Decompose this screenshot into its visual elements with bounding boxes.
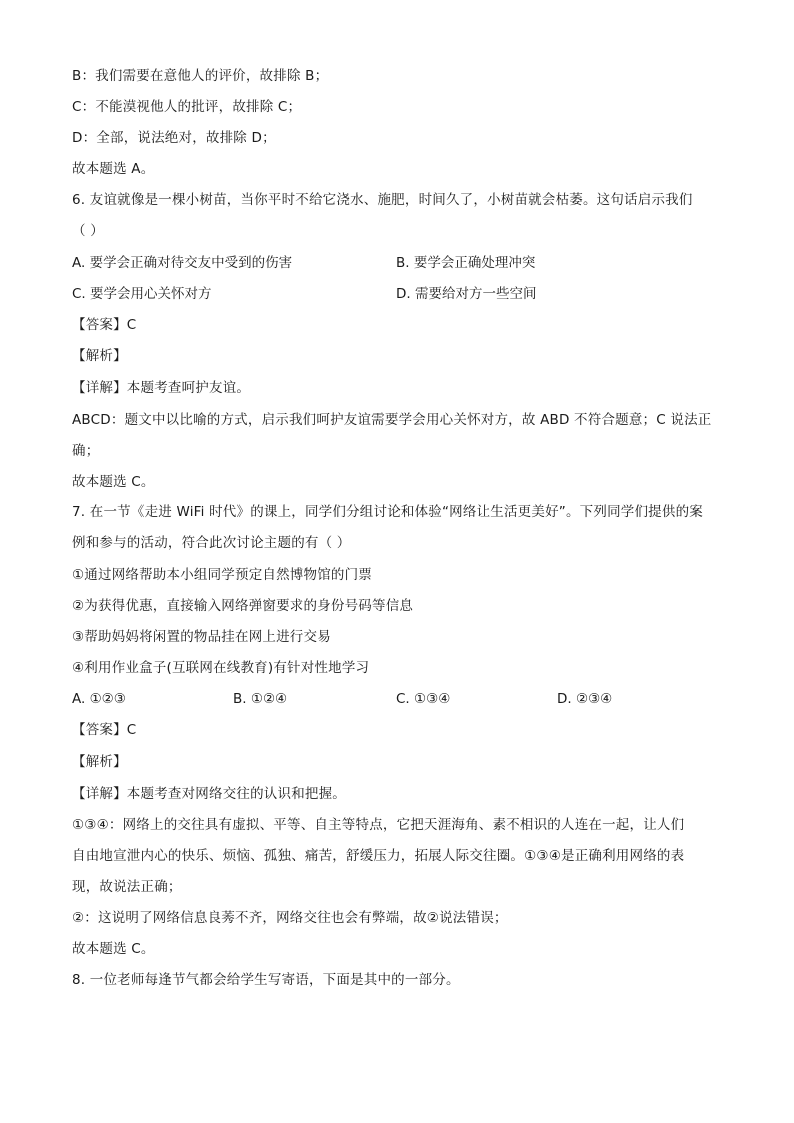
q7-explanation-line3: 现，故说法正确； — [72, 879, 182, 895]
q6-stem-line2: （ ） — [72, 223, 104, 239]
q6-answer: 【答案】C — [72, 317, 137, 333]
q7-option-b: B. ①②④ — [233, 691, 288, 707]
q6-option-b: B. 要学会正确处理冲突 — [396, 255, 536, 271]
q7-analysis-label: 【解析】 — [72, 754, 127, 770]
q7-item-1: ①通过网络帮助本小组同学预定自然博物馆的门票 — [72, 567, 373, 583]
q7-explanation-line1: ①③④：网络上的交往具有虚拟、平等、自主等特点，它把天涯海角、素不相识的人连在一起，让人们 — [72, 817, 685, 833]
q7-answer: 【答案】C — [72, 722, 137, 738]
q7-option-a: A. ①②③ — [72, 691, 126, 707]
q7-detail: 【详解】本题考查对网络交往的认识和把握。 — [72, 786, 346, 802]
q6-detail: 【详解】本题考查呵护友谊。 — [72, 380, 251, 396]
q6-analysis-label: 【解析】 — [72, 348, 127, 364]
q6-option-d: D. 需要给对方一些空间 — [396, 286, 537, 302]
q5-option-d-analysis: D：全部，说法绝对，故排除 D； — [72, 130, 276, 146]
q7-stem-line2: 例和参与的活动，符合此次讨论主题的有（ ） — [72, 535, 351, 551]
q6-option-c: C. 要学会用心关怀对方 — [72, 286, 212, 302]
q7-option-d: D. ②③④ — [557, 691, 613, 707]
q6-stem-line1: 6. 友谊就像是一棵小树苗，当你平时不给它浇水、施肥，时间久了，小树苗就会枯萎。这句话启示我们 — [72, 192, 693, 208]
q7-item-4: ④利用作业盒子(互联网在线教育)有针对性地学习 — [72, 660, 370, 676]
q5-option-c-analysis: C：不能漠视他人的批评，故排除 C； — [72, 99, 302, 115]
q7-item-2: ②为获得优惠，直接输入网络弹窗要求的身份号码等信息 — [72, 598, 414, 614]
q7-conclusion: 故本题选 C。 — [72, 941, 155, 957]
q5-conclusion: 故本题选 A。 — [72, 161, 155, 177]
q6-conclusion: 故本题选 C。 — [72, 474, 155, 490]
q7-explanation-line2: 自由地宣泄内心的快乐、烦恼、孤独、痛苦，舒缓压力，拓展人际交往圈。①③④是正确利用网络的表 — [72, 848, 685, 864]
q7-explanation-line4: ②：这说明了网络信息良莠不齐，网络交往也会有弊端，故②说法错误； — [72, 910, 508, 926]
q8-stem-line1: 8. 一位老师每逢节气都会给学生写寄语，下面是其中的一部分。 — [72, 972, 460, 988]
q7-stem-line1: 7. 在一节《走进 WiFi 时代》的课上，同学们分组讨论和体验“网络让生活更美好”。下列同学们提供的案 — [72, 504, 703, 520]
q6-option-a: A. 要学会正确对待交友中受到的伤害 — [72, 255, 293, 271]
q6-explanation-line1: ABCD：题文中以比喻的方式，启示我们呵护友谊需要学会用心关怀对方，故 ABD 不符合题意；C 说法正 — [72, 412, 712, 428]
q5-option-b-analysis: B：我们需要在意他人的评价，故排除 B； — [72, 68, 329, 84]
q7-option-c: C. ①③④ — [396, 691, 451, 707]
q7-item-3: ③帮助妈妈将闲置的物品挂在网上进行交易 — [72, 629, 331, 645]
q6-explanation-line2: 确； — [72, 443, 100, 459]
